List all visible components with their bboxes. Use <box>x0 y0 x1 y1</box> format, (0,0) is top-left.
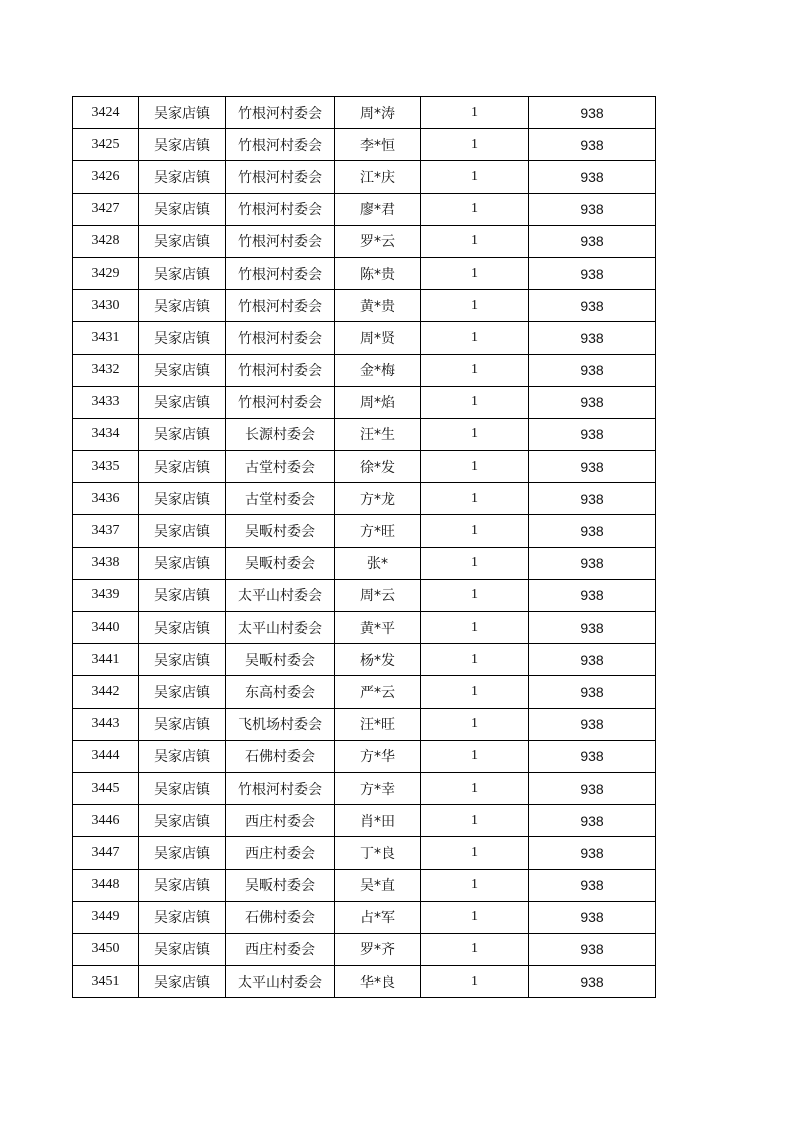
amount-cell: 938 <box>529 290 656 322</box>
row-number-cell: 3442 <box>73 676 139 708</box>
row-number-cell: 3426 <box>73 161 139 193</box>
town-cell: 吴家店镇 <box>139 579 226 611</box>
count-cell: 1 <box>421 901 529 933</box>
count-cell: 1 <box>421 579 529 611</box>
village-cell: 竹根河村委会 <box>226 354 335 386</box>
count-cell: 1 <box>421 354 529 386</box>
village-cell: 竹根河村委会 <box>226 225 335 257</box>
table-row <box>73 676 656 708</box>
count-cell: 1 <box>421 837 529 869</box>
name-cell: 周*涛 <box>335 97 421 129</box>
count-cell: 1 <box>421 322 529 354</box>
town-cell: 吴家店镇 <box>139 644 226 676</box>
village-cell: 竹根河村委会 <box>226 290 335 322</box>
name-cell: 杨*发 <box>335 644 421 676</box>
table-row <box>73 644 656 676</box>
name-cell: 张* <box>335 547 421 579</box>
count-cell: 1 <box>421 740 529 772</box>
amount-cell: 938 <box>529 451 656 483</box>
table-row <box>73 933 656 965</box>
count-cell: 1 <box>421 805 529 837</box>
row-number-cell: 3439 <box>73 579 139 611</box>
village-cell: 吴畈村委会 <box>226 869 335 901</box>
table-row <box>73 161 656 193</box>
row-number-cell: 3438 <box>73 547 139 579</box>
amount-cell: 938 <box>529 966 656 998</box>
row-number-cell: 3445 <box>73 772 139 804</box>
town-cell: 吴家店镇 <box>139 451 226 483</box>
name-cell: 占*军 <box>335 901 421 933</box>
row-number-cell: 3441 <box>73 644 139 676</box>
table-row <box>73 772 656 804</box>
village-cell: 长源村委会 <box>226 418 335 450</box>
amount-cell: 938 <box>529 483 656 515</box>
table-row <box>73 901 656 933</box>
town-cell: 吴家店镇 <box>139 161 226 193</box>
village-cell: 古堂村委会 <box>226 483 335 515</box>
name-cell: 徐*发 <box>335 451 421 483</box>
table-row <box>73 418 656 450</box>
town-cell: 吴家店镇 <box>139 386 226 418</box>
row-number-cell: 3424 <box>73 97 139 129</box>
count-cell: 1 <box>421 515 529 547</box>
count-cell: 1 <box>421 386 529 418</box>
table-row <box>73 547 656 579</box>
amount-cell: 938 <box>529 901 656 933</box>
town-cell: 吴家店镇 <box>139 515 226 547</box>
name-cell: 黄*贵 <box>335 290 421 322</box>
count-cell: 1 <box>421 97 529 129</box>
town-cell: 吴家店镇 <box>139 547 226 579</box>
table-row <box>73 225 656 257</box>
count-cell: 1 <box>421 644 529 676</box>
row-number-cell: 3425 <box>73 129 139 161</box>
village-cell: 太平山村委会 <box>226 579 335 611</box>
village-cell: 竹根河村委会 <box>226 322 335 354</box>
count-cell: 1 <box>421 676 529 708</box>
town-cell: 吴家店镇 <box>139 708 226 740</box>
town-cell: 吴家店镇 <box>139 676 226 708</box>
row-number-cell: 3430 <box>73 290 139 322</box>
village-cell: 吴畈村委会 <box>226 547 335 579</box>
village-cell: 东高村委会 <box>226 676 335 708</box>
town-cell: 吴家店镇 <box>139 290 226 322</box>
count-cell: 1 <box>421 547 529 579</box>
amount-cell: 938 <box>529 354 656 386</box>
name-cell: 罗*云 <box>335 225 421 257</box>
village-cell: 竹根河村委会 <box>226 193 335 225</box>
row-number-cell: 3434 <box>73 418 139 450</box>
amount-cell: 938 <box>529 193 656 225</box>
amount-cell: 938 <box>529 386 656 418</box>
count-cell: 1 <box>421 193 529 225</box>
row-number-cell: 3431 <box>73 322 139 354</box>
row-number-cell: 3450 <box>73 933 139 965</box>
table-row <box>73 354 656 386</box>
town-cell: 吴家店镇 <box>139 933 226 965</box>
name-cell: 方*幸 <box>335 772 421 804</box>
town-cell: 吴家店镇 <box>139 322 226 354</box>
table-row <box>73 805 656 837</box>
town-cell: 吴家店镇 <box>139 129 226 161</box>
amount-cell: 938 <box>529 805 656 837</box>
count-cell: 1 <box>421 129 529 161</box>
name-cell: 丁*良 <box>335 837 421 869</box>
name-cell: 周*云 <box>335 579 421 611</box>
town-cell: 吴家店镇 <box>139 257 226 289</box>
table-row <box>73 579 656 611</box>
village-cell: 飞机场村委会 <box>226 708 335 740</box>
row-number-cell: 3447 <box>73 837 139 869</box>
count-cell: 1 <box>421 933 529 965</box>
town-cell: 吴家店镇 <box>139 97 226 129</box>
name-cell: 汪*旺 <box>335 708 421 740</box>
table-body <box>73 97 656 998</box>
name-cell: 严*云 <box>335 676 421 708</box>
town-cell: 吴家店镇 <box>139 740 226 772</box>
table-row <box>73 386 656 418</box>
town-cell: 吴家店镇 <box>139 612 226 644</box>
name-cell: 罗*齐 <box>335 933 421 965</box>
village-cell: 吴畈村委会 <box>226 515 335 547</box>
row-number-cell: 3436 <box>73 483 139 515</box>
row-number-cell: 3440 <box>73 612 139 644</box>
row-number-cell: 3449 <box>73 901 139 933</box>
table-row <box>73 483 656 515</box>
table-row <box>73 257 656 289</box>
amount-cell: 938 <box>529 97 656 129</box>
village-cell: 西庄村委会 <box>226 837 335 869</box>
village-cell: 竹根河村委会 <box>226 161 335 193</box>
amount-cell: 938 <box>529 933 656 965</box>
village-cell: 竹根河村委会 <box>226 772 335 804</box>
table-row <box>73 708 656 740</box>
town-cell: 吴家店镇 <box>139 418 226 450</box>
row-number-cell: 3433 <box>73 386 139 418</box>
name-cell: 方*龙 <box>335 483 421 515</box>
row-number-cell: 3444 <box>73 740 139 772</box>
town-cell: 吴家店镇 <box>139 869 226 901</box>
name-cell: 吴*直 <box>335 869 421 901</box>
name-cell: 肖*田 <box>335 805 421 837</box>
name-cell: 廖*君 <box>335 193 421 225</box>
town-cell: 吴家店镇 <box>139 193 226 225</box>
amount-cell: 938 <box>529 515 656 547</box>
amount-cell: 938 <box>529 708 656 740</box>
amount-cell: 938 <box>529 772 656 804</box>
count-cell: 1 <box>421 161 529 193</box>
name-cell: 黄*平 <box>335 612 421 644</box>
row-number-cell: 3448 <box>73 869 139 901</box>
town-cell: 吴家店镇 <box>139 772 226 804</box>
row-number-cell: 3451 <box>73 966 139 998</box>
village-cell: 石佛村委会 <box>226 740 335 772</box>
village-cell: 竹根河村委会 <box>226 97 335 129</box>
amount-cell: 938 <box>529 129 656 161</box>
town-cell: 吴家店镇 <box>139 354 226 386</box>
amount-cell: 938 <box>529 161 656 193</box>
count-cell: 1 <box>421 483 529 515</box>
count-cell: 1 <box>421 966 529 998</box>
table-row <box>73 290 656 322</box>
name-cell: 周*焰 <box>335 386 421 418</box>
town-cell: 吴家店镇 <box>139 225 226 257</box>
table-row <box>73 193 656 225</box>
count-cell: 1 <box>421 869 529 901</box>
table-row <box>73 740 656 772</box>
row-number-cell: 3446 <box>73 805 139 837</box>
table-row <box>73 837 656 869</box>
name-cell: 江*庆 <box>335 161 421 193</box>
village-cell: 石佛村委会 <box>226 901 335 933</box>
table-row <box>73 451 656 483</box>
village-cell: 西庄村委会 <box>226 933 335 965</box>
name-cell: 陈*贵 <box>335 257 421 289</box>
village-cell: 吴畈村委会 <box>226 644 335 676</box>
name-cell: 方*华 <box>335 740 421 772</box>
town-cell: 吴家店镇 <box>139 901 226 933</box>
amount-cell: 938 <box>529 418 656 450</box>
table-row <box>73 869 656 901</box>
town-cell: 吴家店镇 <box>139 837 226 869</box>
amount-cell: 938 <box>529 644 656 676</box>
town-cell: 吴家店镇 <box>139 966 226 998</box>
amount-cell: 938 <box>529 579 656 611</box>
amount-cell: 938 <box>529 740 656 772</box>
village-cell: 竹根河村委会 <box>226 257 335 289</box>
count-cell: 1 <box>421 290 529 322</box>
count-cell: 1 <box>421 451 529 483</box>
count-cell: 1 <box>421 225 529 257</box>
table-row <box>73 129 656 161</box>
subsidy-table <box>72 96 656 998</box>
row-number-cell: 3429 <box>73 257 139 289</box>
count-cell: 1 <box>421 418 529 450</box>
amount-cell: 938 <box>529 225 656 257</box>
row-number-cell: 3435 <box>73 451 139 483</box>
name-cell: 华*良 <box>335 966 421 998</box>
row-number-cell: 3443 <box>73 708 139 740</box>
village-cell: 太平山村委会 <box>226 612 335 644</box>
name-cell: 汪*生 <box>335 418 421 450</box>
count-cell: 1 <box>421 772 529 804</box>
row-number-cell: 3437 <box>73 515 139 547</box>
name-cell: 方*旺 <box>335 515 421 547</box>
name-cell: 金*梅 <box>335 354 421 386</box>
village-cell: 西庄村委会 <box>226 805 335 837</box>
table-row <box>73 966 656 998</box>
row-number-cell: 3428 <box>73 225 139 257</box>
village-cell: 竹根河村委会 <box>226 129 335 161</box>
town-cell: 吴家店镇 <box>139 805 226 837</box>
name-cell: 周*贤 <box>335 322 421 354</box>
amount-cell: 938 <box>529 837 656 869</box>
count-cell: 1 <box>421 257 529 289</box>
table-row <box>73 97 656 129</box>
table-row <box>73 322 656 354</box>
row-number-cell: 3427 <box>73 193 139 225</box>
village-cell: 太平山村委会 <box>226 966 335 998</box>
amount-cell: 938 <box>529 612 656 644</box>
name-cell: 李*恒 <box>335 129 421 161</box>
amount-cell: 938 <box>529 547 656 579</box>
table-row <box>73 612 656 644</box>
amount-cell: 938 <box>529 322 656 354</box>
amount-cell: 938 <box>529 869 656 901</box>
village-cell: 竹根河村委会 <box>226 386 335 418</box>
amount-cell: 938 <box>529 676 656 708</box>
count-cell: 1 <box>421 612 529 644</box>
amount-cell: 938 <box>529 257 656 289</box>
count-cell: 1 <box>421 708 529 740</box>
table-row <box>73 515 656 547</box>
town-cell: 吴家店镇 <box>139 483 226 515</box>
row-number-cell: 3432 <box>73 354 139 386</box>
village-cell: 古堂村委会 <box>226 451 335 483</box>
